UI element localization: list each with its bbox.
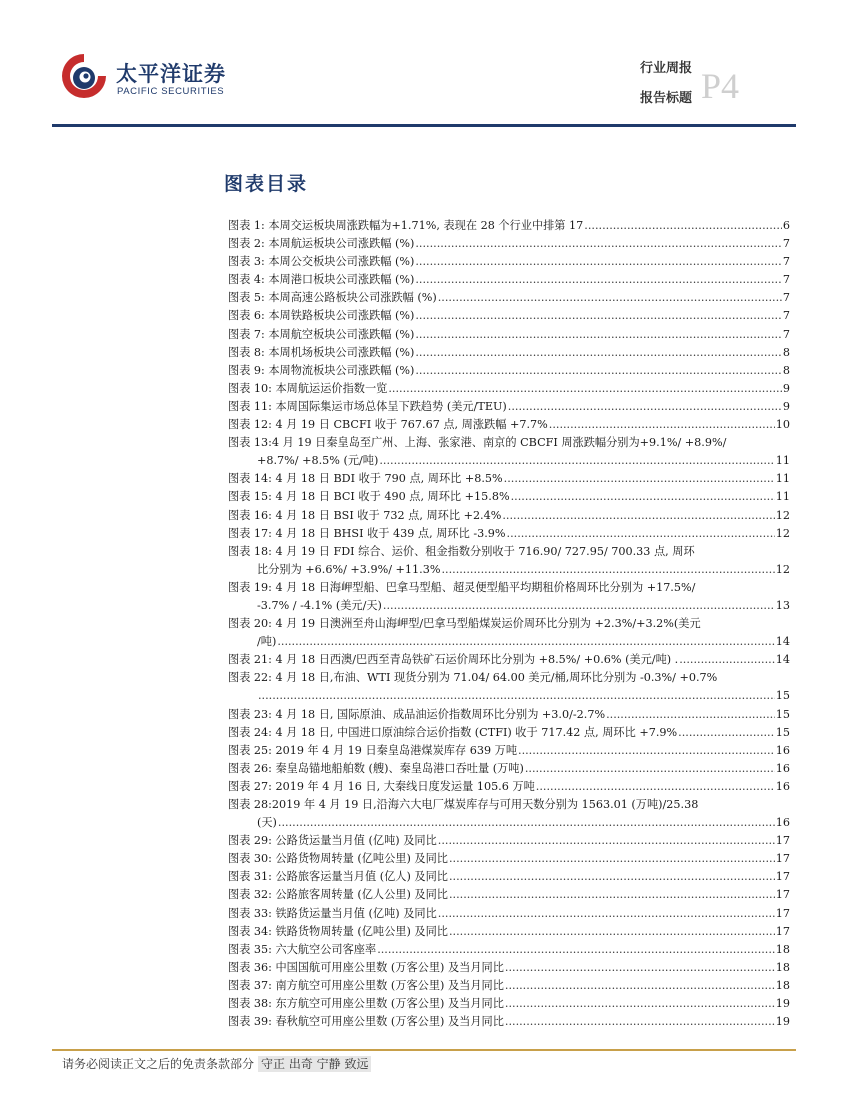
toc-entry[interactable] bbox=[228, 525, 790, 543]
toc-entry-text: 图表 21: 4 月 18 日西澳/巴西至青岛铁矿石运价周环比分别为 +8.5%/ +0.6% (美元/吨) . bbox=[228, 653, 679, 667]
toc-page-number: 10 bbox=[775, 418, 790, 432]
toc-entry-text: 图表 26: 秦皇岛锚地船舶数 (艘)、秦皇岛港口吞吐量 (万吨) bbox=[228, 761, 524, 775]
toc-leader bbox=[449, 868, 775, 886]
toc-leader bbox=[415, 271, 782, 289]
toc-entry-text: 图表 17: 4 月 18 日 BHSI 收于 439 点, 周环比 -3.9% bbox=[228, 526, 506, 540]
toc-entry-text: 图表 36: 中国国航可用座公里数 (万客公里) 及当月同比 bbox=[228, 960, 504, 974]
footer-disclaimer: 请务必阅读正文之后的免责条款部分 bbox=[62, 1057, 255, 1071]
toc-page-number: 9 bbox=[782, 399, 790, 413]
toc-entry[interactable] bbox=[228, 326, 790, 344]
toc-page-number: 17 bbox=[775, 906, 790, 920]
brand-name-en: PACIFIC SECURITIES bbox=[117, 86, 225, 97]
toc-entry-text: 图表 4: 本周港口板块公司涨跌幅 (%) bbox=[228, 273, 415, 287]
toc-entry[interactable] bbox=[228, 416, 790, 434]
toc-leader bbox=[415, 326, 782, 344]
toc-entry[interactable] bbox=[228, 362, 790, 380]
toc-page-number: 11 bbox=[775, 472, 790, 486]
page-number: P4 bbox=[701, 66, 740, 106]
pacific-securities-logo-icon bbox=[58, 50, 110, 102]
toc-page-number: 19 bbox=[775, 997, 790, 1011]
toc-leader bbox=[518, 742, 775, 760]
toc-entry-text: 图表 20: 4 月 19 日澳洲至舟山海岬型/巴拿马型船煤炭运价周环比分别为 +2.3%/+3.2%(美元 bbox=[228, 617, 701, 631]
toc-entry-text: 图表 3: 本周公交板块公司涨跌幅 (%) bbox=[228, 255, 415, 269]
toc-entry-text: 图表 23: 4 月 18 日, 国际原油、成品油运价指数周环比分别为 +3.0/-2.7% bbox=[228, 707, 606, 721]
toc-entry[interactable] bbox=[228, 905, 790, 923]
toc-leader bbox=[415, 253, 782, 271]
toc-page-number: 18 bbox=[775, 942, 790, 956]
toc-entry[interactable] bbox=[228, 742, 790, 760]
toc-entry[interactable] bbox=[228, 941, 790, 959]
toc-entry-text: 图表 37: 南方航空可用座公里数 (万客公里) 及当月同比 bbox=[228, 978, 504, 992]
toc-entry-text: -3.7% / -4.1% (美元/天) bbox=[257, 598, 382, 612]
toc-entry[interactable] bbox=[228, 579, 790, 615]
toc-entry[interactable] bbox=[228, 380, 790, 398]
toc-page-number: 8 bbox=[782, 363, 790, 377]
footer bbox=[62, 1055, 371, 1072]
toc-entry[interactable] bbox=[228, 832, 790, 850]
toc-entry-text: 图表 18: 4 月 19 日 FDI 综合、运价、租金指数分别收于 716.90/ 727.95/ 700.33 点, 周环 bbox=[228, 544, 695, 558]
toc-page-number: 7 bbox=[782, 255, 790, 269]
toc-leader bbox=[377, 941, 775, 959]
toc-leader bbox=[383, 597, 775, 615]
toc-page-number: 17 bbox=[775, 852, 790, 866]
brand-name-cn: 太平洋证券 bbox=[116, 62, 226, 86]
toc-page-number: 14 bbox=[775, 653, 790, 667]
toc-page-number: 15 bbox=[775, 725, 790, 739]
toc-entry-text: 图表 13:4 月 19 日秦皇岛至广州、上海、张家港、南京的 CBCFI 周涨跌幅分别为+9.1%/ +8.9%/ bbox=[228, 436, 727, 450]
toc-page-number: 16 bbox=[775, 816, 790, 830]
toc-leader bbox=[438, 832, 775, 850]
toc-entry-text: 图表 7: 本周航空板块公司涨跌幅 (%) bbox=[228, 327, 415, 341]
toc-entry-text: 图表 19: 4 月 18 日海岬型船、巴拿马型船、超灵便型船平均期租价格周环比分别为 +17.5%/ bbox=[228, 580, 696, 594]
toc-entry-text: 图表 22: 4 月 18 日,布油、WTI 现货分别为 71.04/ 64.00 美元/桶,周环比分别为 -0.3%/ +0.7% bbox=[228, 671, 718, 685]
toc-entry-text: 图表 28:2019 年 4 月 19 日,沿海六大电厂煤炭库存与可用天数分别为 1563.01 (万吨)/25.38 bbox=[228, 798, 699, 811]
toc-leader bbox=[549, 416, 775, 434]
toc-leader bbox=[438, 905, 775, 923]
toc-page-number: 12 bbox=[775, 562, 790, 576]
toc-leader bbox=[505, 995, 775, 1013]
toc-entry[interactable] bbox=[228, 1013, 790, 1031]
toc-entry-text: 比分别为 +6.6%/ +3.9%/ +11.3% bbox=[257, 562, 441, 576]
toc-leader bbox=[415, 235, 782, 253]
toc-leader bbox=[379, 452, 774, 470]
toc-entry-text: 图表 2: 本周航运板块公司涨跌幅 (%) bbox=[228, 237, 415, 251]
toc-leader bbox=[511, 488, 775, 506]
header-divider bbox=[52, 124, 796, 127]
toc-page-number: 16 bbox=[775, 743, 790, 757]
toc-page-number: 11 bbox=[775, 490, 790, 504]
report-title: 报告标题 bbox=[640, 91, 693, 106]
toc-page-number: 14 bbox=[775, 635, 790, 649]
toc-entry[interactable] bbox=[228, 796, 790, 832]
toc-page-number: 7 bbox=[782, 309, 790, 323]
toc-entry-text: 图表 33: 铁路货运量当月值 (亿吨) 及同比 bbox=[228, 906, 437, 920]
toc-entry-text: 图表 24: 4 月 18 日, 中国进口原油综合运价指数 (CTFI) 收于 717.42 点, 周环比 +7.9% bbox=[228, 725, 678, 739]
toc-leader bbox=[525, 760, 775, 778]
toc-page-number: 12 bbox=[775, 508, 790, 522]
toc-entry-text: 图表 31: 公路旅客运量当月值 (亿人) 及同比 bbox=[228, 870, 448, 884]
toc-page-number: 16 bbox=[775, 779, 790, 793]
toc-entry-text: 图表 34: 铁路货物周转量 (亿吨公里) 及同比 bbox=[228, 924, 448, 938]
toc-entry-text: 图表 14: 4 月 18 日 BDI 收于 790 点, 周环比 +8.5% bbox=[228, 472, 503, 486]
toc-page-number: 15 bbox=[775, 689, 790, 703]
report-type: 行业周报 bbox=[640, 61, 693, 76]
footer-divider bbox=[52, 1049, 796, 1051]
toc-entry[interactable] bbox=[228, 959, 790, 977]
toc-leader bbox=[277, 633, 774, 651]
toc-entry[interactable] bbox=[228, 307, 790, 325]
footer-motto: 守正 出奇 宁静 致远 bbox=[258, 1056, 371, 1072]
toc-leader bbox=[584, 217, 782, 235]
toc-entry-text: 图表 11: 本周国际集运市场总体呈下跌趋势 (美元/TEU) bbox=[228, 399, 507, 413]
toc-entry[interactable] bbox=[228, 434, 790, 470]
toc-entry-text: 图表 32: 公路旅客周转量 (亿人公里) 及同比 bbox=[228, 888, 448, 902]
toc-title: 图表目录 bbox=[224, 173, 309, 195]
toc-entry-text: 图表 29: 公路货运量当月值 (亿吨) 及同比 bbox=[228, 834, 437, 848]
toc-page-number: 11 bbox=[775, 454, 790, 468]
toc-entry[interactable] bbox=[228, 615, 790, 651]
toc-entry[interactable] bbox=[228, 289, 790, 307]
toc-entry[interactable] bbox=[228, 507, 790, 525]
toc-entry[interactable] bbox=[228, 543, 790, 579]
toc-page-number: 7 bbox=[782, 273, 790, 287]
toc-entry-text: 图表 1: 本周交运板块周涨跌幅为+1.71%, 表现在 28 个行业中排第 17 bbox=[228, 219, 584, 232]
toc-entry-text: 图表 8: 本周机场板块公司涨跌幅 (%) bbox=[228, 345, 415, 359]
toc-entry-text: 图表 30: 公路货物周转量 (亿吨公里) 及同比 bbox=[228, 852, 448, 866]
toc-leader bbox=[504, 470, 775, 488]
toc-entry[interactable] bbox=[228, 235, 790, 253]
toc-leader bbox=[258, 687, 775, 705]
toc-leader bbox=[388, 380, 782, 398]
toc-page-number: 18 bbox=[775, 978, 790, 992]
toc-leader bbox=[415, 307, 782, 325]
toc-entry[interactable] bbox=[228, 760, 790, 778]
toc-entry-text: 图表 35: 六大航空公司客座率 bbox=[228, 942, 377, 956]
toc-page-number: 16 bbox=[775, 761, 790, 775]
toc-entry[interactable] bbox=[228, 850, 790, 868]
toc-entry[interactable] bbox=[228, 271, 790, 289]
toc-page-number: 7 bbox=[782, 291, 790, 305]
toc-entry[interactable] bbox=[228, 778, 790, 796]
toc-leader bbox=[678, 724, 775, 742]
toc-leader bbox=[505, 1013, 775, 1031]
toc-entry[interactable] bbox=[228, 886, 790, 904]
toc-leader bbox=[505, 977, 775, 995]
table-of-figures bbox=[228, 217, 790, 1031]
toc-leader bbox=[441, 561, 774, 579]
toc-page-number: 15 bbox=[775, 707, 790, 721]
toc-entry-text: 图表 10: 本周航运运价指数一览 bbox=[228, 381, 388, 395]
toc-entry[interactable] bbox=[228, 344, 790, 362]
toc-entry[interactable] bbox=[228, 470, 790, 488]
toc-page-number: 7 bbox=[782, 327, 790, 341]
toc-leader bbox=[502, 507, 774, 525]
toc-entry[interactable] bbox=[228, 868, 790, 886]
toc-entry-text: 图表 16: 4 月 18 日 BSI 收于 732 点, 周环比 +2.4% bbox=[228, 508, 502, 522]
toc-page-number: 7 bbox=[782, 237, 790, 251]
toc-entry-text: (天) bbox=[257, 816, 277, 830]
toc-entry-text: +8.7%/ +8.5% (元/吨) bbox=[257, 454, 379, 468]
toc-leader bbox=[606, 706, 775, 724]
toc-entry-text: 图表 9: 本周物流板块公司涨跌幅 (%) bbox=[228, 363, 415, 377]
toc-leader bbox=[679, 651, 775, 669]
toc-page-number: 19 bbox=[775, 1015, 790, 1029]
toc-page-number: 6 bbox=[782, 219, 790, 232]
toc-entry[interactable] bbox=[228, 724, 790, 742]
toc-entry-text: /吨) bbox=[257, 635, 277, 649]
toc-entry[interactable] bbox=[228, 706, 790, 724]
toc-entry[interactable] bbox=[228, 995, 790, 1013]
toc-page-number: 17 bbox=[775, 834, 790, 848]
toc-leader bbox=[449, 923, 775, 941]
toc-leader bbox=[449, 850, 775, 868]
toc-page-number: 17 bbox=[775, 888, 790, 902]
toc-entry-text: 图表 15: 4 月 18 日 BCI 收于 490 点, 周环比 +15.8% bbox=[228, 490, 510, 504]
toc-entry[interactable] bbox=[228, 651, 790, 669]
toc-entry[interactable] bbox=[228, 923, 790, 941]
toc-leader bbox=[415, 344, 782, 362]
toc-page-number: 18 bbox=[775, 960, 790, 974]
toc-leader bbox=[508, 398, 782, 416]
toc-page-number: 9 bbox=[782, 381, 790, 395]
toc-page-number: 13 bbox=[775, 598, 790, 612]
toc-page-number: 17 bbox=[775, 924, 790, 938]
toc-page-number: 8 bbox=[782, 345, 790, 359]
toc-entry[interactable] bbox=[228, 977, 790, 995]
toc-entry[interactable] bbox=[228, 398, 790, 416]
toc-leader bbox=[536, 778, 775, 796]
toc-entry-text: 图表 38: 东方航空可用座公里数 (万客公里) 及当月同比 bbox=[228, 997, 504, 1011]
toc-entry[interactable] bbox=[228, 253, 790, 271]
toc-page-number: 12 bbox=[775, 526, 790, 540]
toc-leader bbox=[505, 959, 775, 977]
toc-entry-text: 图表 6: 本周铁路板块公司涨跌幅 (%) bbox=[228, 309, 415, 323]
toc-leader bbox=[438, 289, 782, 307]
toc-leader bbox=[507, 525, 775, 543]
toc-page-number: 17 bbox=[775, 870, 790, 884]
toc-entry-text: 图表 5: 本周高速公路板块公司涨跌幅 (%) bbox=[228, 291, 437, 305]
toc-leader bbox=[449, 886, 775, 904]
toc-entry[interactable] bbox=[228, 217, 790, 235]
toc-entry-text: 图表 12: 4 月 19 日 CBCFI 收于 767.67 点, 周涨跌幅 +7.7% bbox=[228, 418, 548, 432]
toc-entry-text: 图表 39: 春秋航空可用座公里数 (万客公里) 及当月同比 bbox=[228, 1015, 504, 1029]
toc-entry-text: 图表 27: 2019 年 4 月 16 日, 大秦线日度发运量 105.6 万吨 bbox=[228, 779, 535, 793]
toc-entry-text: 图表 25: 2019 年 4 月 19 日秦皇岛港煤炭库存 639 万吨 bbox=[228, 743, 518, 757]
toc-entry[interactable] bbox=[228, 669, 790, 705]
toc-leader bbox=[278, 814, 775, 832]
toc-entry[interactable] bbox=[228, 488, 790, 506]
toc-leader bbox=[415, 362, 782, 380]
